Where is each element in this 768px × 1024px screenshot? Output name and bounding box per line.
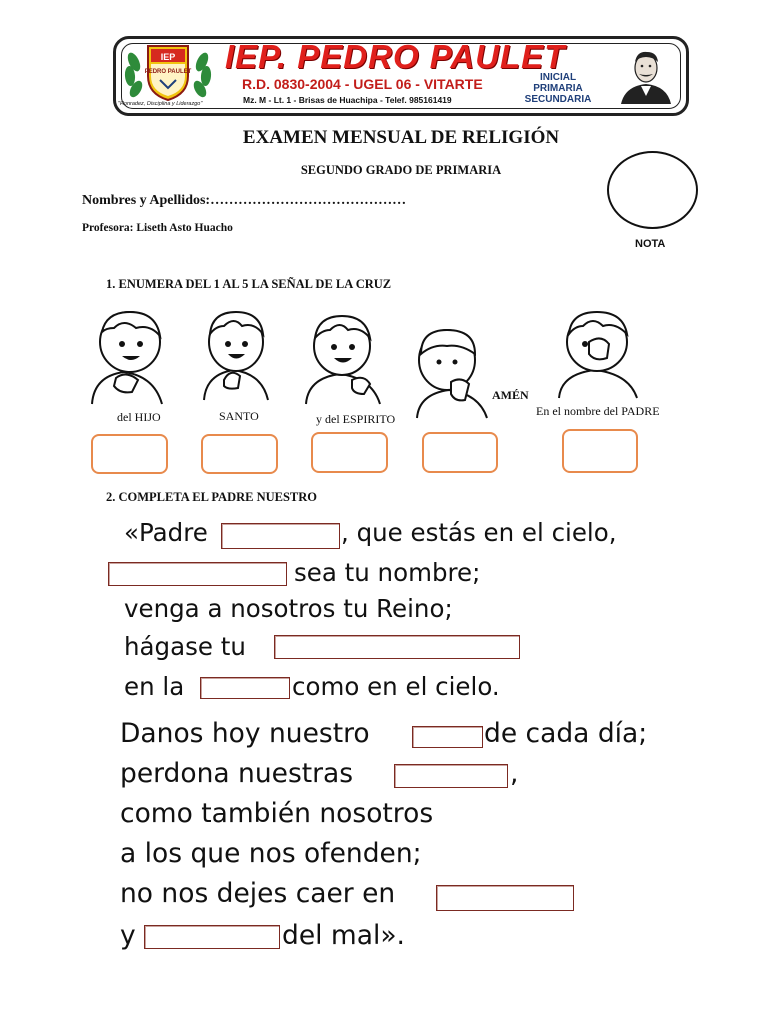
exam-title: EXAMEN MENSUAL DE RELIGIÓN <box>242 127 560 148</box>
caption-amen: AMÉN <box>492 388 529 402</box>
prayer-line-1b: , que estás en el cielo, <box>341 518 617 547</box>
order-box-4[interactable] <box>422 432 498 473</box>
teacher-name: Profesora: Liseth Asto Huacho <box>82 222 233 234</box>
exam-grade: SEGUNDO GRADO DE PRIMARIA <box>300 163 502 177</box>
order-box-2[interactable] <box>201 434 278 474</box>
blank-tierra[interactable] <box>200 677 290 699</box>
order-box-3[interactable] <box>311 432 388 473</box>
child-hand-shoulder-icon <box>300 310 386 406</box>
question-2-prompt: 2. COMPLETA EL PADRE NUESTRO <box>106 490 318 504</box>
prayer-line-4: hágase tu <box>124 632 246 661</box>
student-name-field[interactable]: Nombres y Apellidos:…………………………………… <box>82 193 407 208</box>
blank-voluntad[interactable] <box>274 635 520 659</box>
blank-tentacion[interactable] <box>436 885 574 911</box>
blank-libranos[interactable] <box>144 925 280 949</box>
caption-espiritu: y del ESPIRITO <box>316 412 396 426</box>
order-box-5[interactable] <box>562 429 638 473</box>
blank-pan[interactable] <box>412 726 483 748</box>
svg-text:PEDRO PAULET: PEDRO PAULET <box>144 69 192 75</box>
caption-del-hijo: del HIJO <box>117 410 161 424</box>
school-name: IEP. PEDRO PAULET <box>225 38 566 75</box>
prayer-line-6b: de cada día; <box>484 718 648 749</box>
blank-santificado[interactable] <box>108 562 287 586</box>
grade-circle[interactable] <box>607 151 698 229</box>
prayer-line-11b: del mal». <box>282 920 405 951</box>
child-praying-icon <box>411 324 495 420</box>
grade-label: NOTA <box>635 238 666 250</box>
prayer-line-5a: en la <box>124 672 185 701</box>
school-address: Mz. M - Lt. 1 - Brisas de Huachipa - Telef. 985161419 <box>243 95 452 105</box>
prayer-line-8: como también nosotros <box>120 798 434 829</box>
level-primaria: PRIMARIA <box>533 83 583 94</box>
blank-ofensas[interactable] <box>394 764 508 788</box>
prayer-line-2: sea tu nombre; <box>294 558 481 587</box>
blank-nuestro[interactable] <box>221 523 340 549</box>
order-box-1[interactable] <box>91 434 168 474</box>
child-hand-face-icon <box>553 308 643 400</box>
prayer-line-3: venga a nosotros tu Reino; <box>124 594 453 623</box>
prayer-line-6a: Danos hoy nuestro <box>120 718 370 749</box>
question-1-prompt: 1. ENUMERA DEL 1 AL 5 LA SEÑAL DE LA CRUZ <box>106 277 392 291</box>
prayer-line-5b: como en el cielo. <box>292 672 500 701</box>
founder-portrait-icon <box>617 42 675 104</box>
prayer-line-11a: y <box>120 920 136 951</box>
school-motto: "Honradez, Disciplina y Liderazgo" <box>118 101 203 107</box>
prayer-line-7a: perdona nuestras <box>120 758 354 789</box>
level-secundaria: SECUNDARIA <box>524 94 592 105</box>
child-hand-chest-icon <box>84 306 180 406</box>
child-hand-forehead-icon <box>198 306 274 402</box>
school-levels <box>507 72 609 105</box>
school-resolution: R.D. 0830-2004 - UGEL 06 - VITARTE <box>242 76 483 92</box>
prayer-line-1a: «Padre <box>124 518 208 547</box>
prayer-line-9: a los que nos ofenden; <box>120 838 422 869</box>
prayer-line-7b: , <box>510 758 519 789</box>
school-crest-icon <box>118 40 218 102</box>
svg-text:IEP: IEP <box>160 52 176 62</box>
caption-santo: SANTO <box>219 409 259 423</box>
prayer-line-10: no nos dejes caer en <box>120 878 396 909</box>
caption-en-el-nombre: En el nombre del PADRE <box>536 404 660 418</box>
level-inicial: INICIAL <box>539 72 577 83</box>
